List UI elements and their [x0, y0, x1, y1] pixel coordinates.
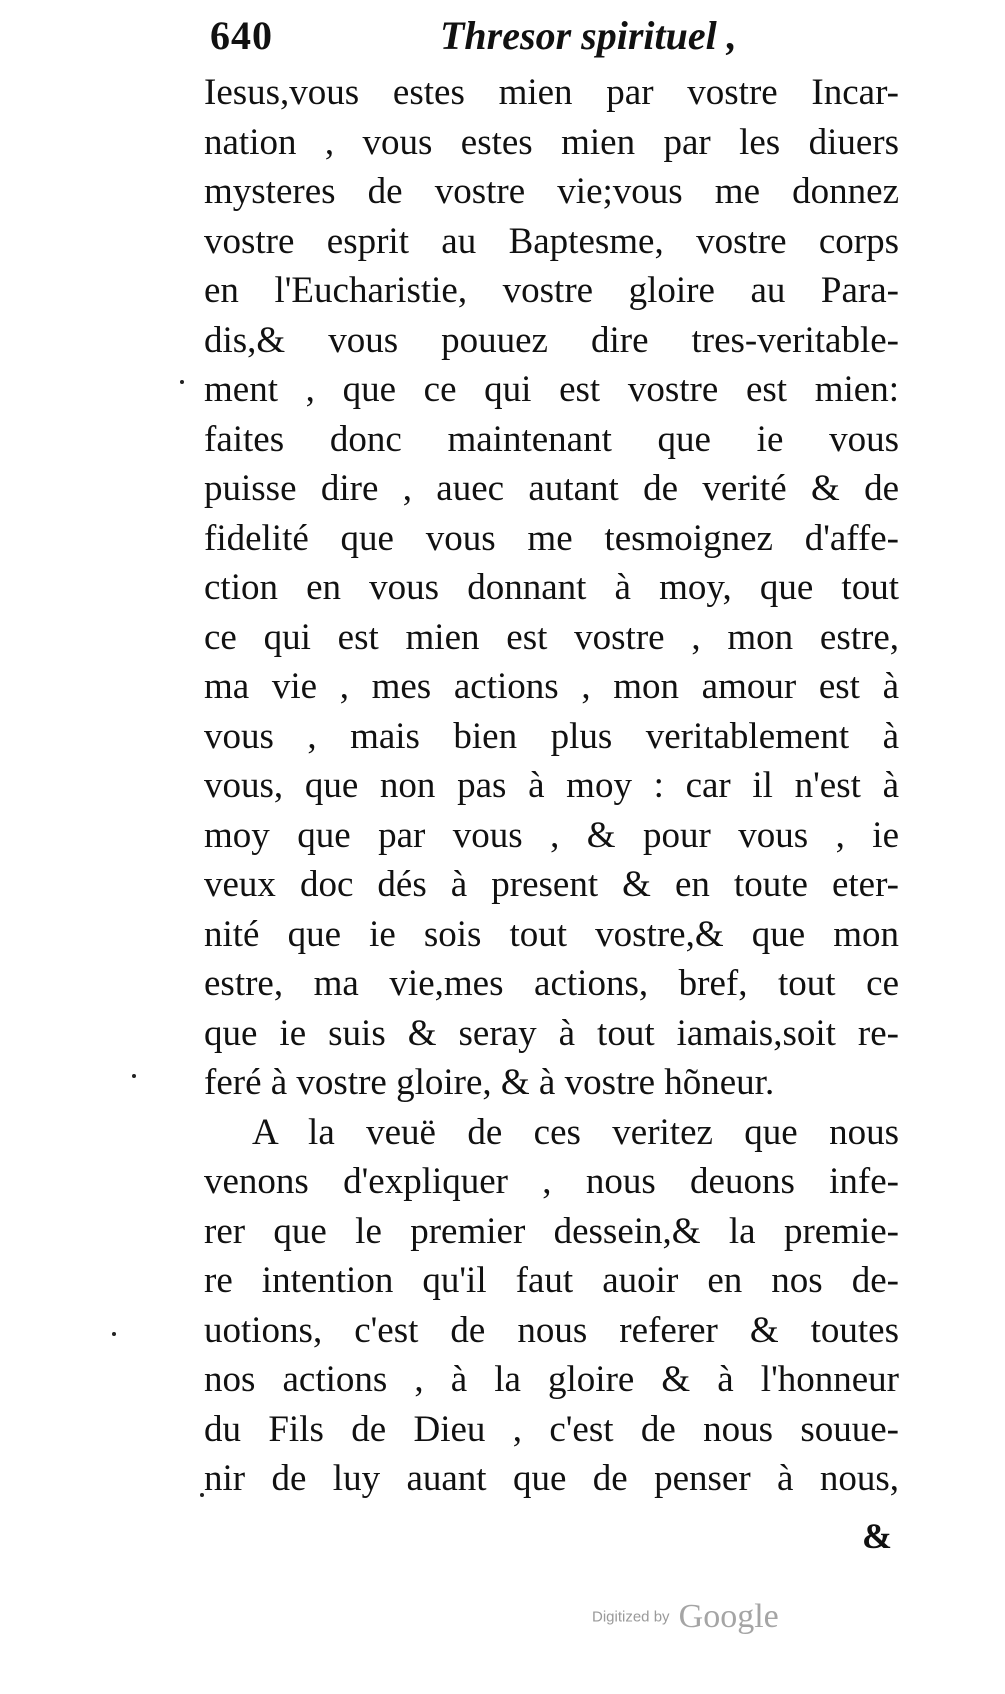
watermark-prefix: Digitized by: [592, 1608, 670, 1626]
page-number: 640: [210, 13, 273, 58]
text-line: du Fils de Dieu , c'est de nous souue-: [204, 1408, 899, 1450]
text-line: fidelité que vous me tesmoignez d'affe-: [204, 517, 899, 559]
text-line: puisse dire , auec autant de verité & de: [204, 468, 899, 509]
text-line: uotions, c'est de nous referer & toutes: [204, 1309, 899, 1351]
body-text: [204, 68, 899, 1504]
text-line: en l'Eucharistie, vostre gloire au Para-: [204, 270, 899, 311]
text-line: ction en vous donnant à moy, que tout: [204, 567, 899, 608]
margin-speck: [112, 1332, 116, 1336]
text-line: ment , que ce qui est vostre est mien:: [204, 369, 899, 410]
digitization-watermark: [592, 1598, 779, 1642]
margin-speck: [200, 1493, 204, 1497]
text-line: vostre esprit au Baptesme, vostre corps: [204, 220, 899, 262]
text-line: veux doc dés à present & en toute eter-: [204, 864, 899, 905]
google-logo: Google: [678, 1598, 779, 1635]
text-line: vous , mais bien plus veritablement à: [204, 715, 899, 757]
margin-speck: [180, 380, 184, 384]
text-line: moy que par vous , & pour vous , ie: [204, 814, 899, 856]
text-line: ma vie , mes actions , mon amour est à: [204, 666, 899, 707]
text-line: mysteres de vostre vie;vous me donnez: [204, 171, 899, 212]
text-line-paragraph-start: A la veuë de ces veritez que nous: [252, 1111, 899, 1153]
text-line: vous, que non pas à moy : car il n'est à: [204, 765, 899, 806]
text-line: nir de luy auant que de penser à nous,: [204, 1458, 899, 1499]
text-line: Iesus,vous estes mien par vostre Incar-: [204, 72, 899, 113]
text-line: venons d'expliquer , nous deuons infe-: [204, 1161, 899, 1202]
text-line: rer que le premier dessein,& la premie-: [204, 1210, 899, 1252]
text-line: ce qui est mien est vostre , mon estre,: [204, 616, 899, 658]
text-line: faites donc maintenant que ie vous: [204, 418, 899, 460]
text-line: nos actions , à la gloire & à l'honneur: [204, 1359, 899, 1400]
running-title: Thresor spirituel ,: [440, 13, 737, 58]
catchword: &: [862, 1516, 892, 1556]
margin-speck: [132, 1074, 136, 1078]
text-line: que ie suis & seray à tout iamais,soit re-: [204, 1012, 899, 1054]
text-line: nité que ie sois tout vostre,& que mon: [204, 913, 899, 955]
text-line: nation , vous estes mien par les diuers: [204, 121, 899, 163]
text-line: dis,& vous pouuez dire tres-veritable-: [204, 319, 899, 361]
text-line-paragraph-end: feré à vostre gloire, & à vostre hõneur.: [204, 1062, 775, 1103]
text-line: re intention qu'il faut auoir en nos de-: [204, 1260, 899, 1301]
text-line: estre, ma vie,mes actions, bref, tout ce: [204, 963, 899, 1004]
running-head: [210, 12, 770, 68]
